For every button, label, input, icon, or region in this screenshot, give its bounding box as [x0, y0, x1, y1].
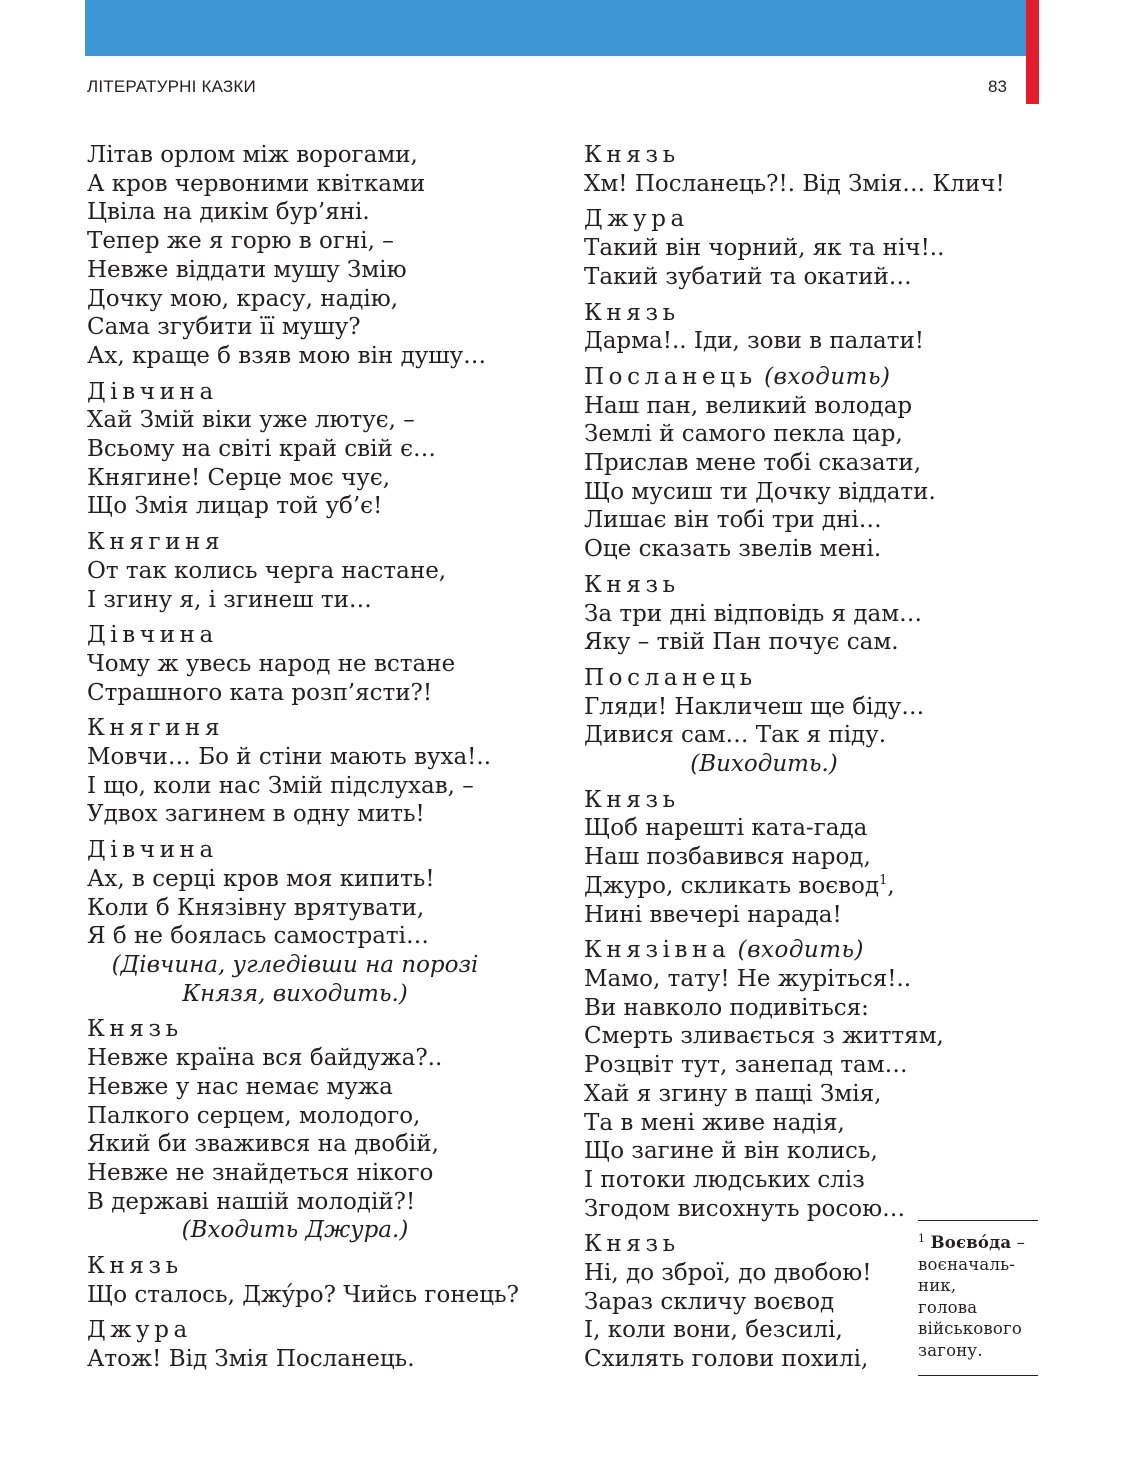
verse-line: Оце сказать звелів мені. [584, 536, 882, 563]
verse-block [87, 141, 557, 371]
verse-line: Тепер же я горю в огні, – [87, 228, 394, 255]
speaker-name: Князь [584, 1231, 680, 1258]
verse-line: Прислав мене тобі сказати, [584, 450, 922, 477]
footnote-line: голова [918, 1297, 978, 1317]
verse-line: Хай Змій віки уже лютує, – [87, 407, 415, 434]
footnote-number: 1 [918, 1232, 926, 1245]
verse-line: Такий зубатий та окатий… [584, 263, 912, 290]
dialogue-block [87, 1015, 557, 1245]
dialogue-block [87, 378, 557, 522]
speaker-name: Княгиня [87, 529, 225, 556]
verse-line: Удвох загинем в одну мить! [87, 801, 425, 828]
speaker-name: Джура [584, 206, 689, 233]
section-title: ЛІТЕРАТУРНІ КАЗКИ [87, 77, 256, 96]
speaker-name: Княгиня [87, 715, 225, 742]
speaker-name: Князь [87, 1016, 183, 1043]
verse-line: Коли б Князівну врятувати, [87, 894, 425, 921]
verse-line: Всьому на світі край свій є… [87, 436, 436, 463]
dialogue-block [584, 363, 1024, 564]
header-color-bar [85, 0, 1034, 56]
verse-line: Хм! Посланець?!. Від Змія… Клич! [584, 170, 1005, 197]
left-text-column [87, 141, 557, 1381]
verse-line: Ах, краще б взяв мою він душу… [87, 342, 487, 369]
dialogue-block [584, 571, 1024, 657]
speaker-name: Посланець [584, 664, 757, 691]
verse-line: Хай я згину в пащі Змія, [584, 1080, 882, 1107]
verse-line: Наш пан, великий володар [584, 392, 913, 419]
verse-line: Ах, в серці кров моя кипить! [87, 865, 435, 892]
verse-line: В державі нашій молодій?! [87, 1188, 416, 1215]
verse-line: Мамо, тату! Не журіться!.. [584, 965, 912, 992]
speaker-name: Князь [584, 786, 680, 813]
verse-line: От так колись черга настане, [87, 557, 447, 584]
verse-line: Смерть зливається з життям, [584, 1023, 944, 1050]
verse-line: Страшного ката розп’ясти?! [87, 679, 433, 706]
verse-line: Такий він чорний, як та ніч!.. [584, 235, 945, 262]
verse-line: Що загине й він колись, [584, 1138, 878, 1165]
speaker-name: Дівчина [87, 622, 218, 649]
verse-line: І потоки людських сліз [584, 1166, 865, 1193]
dialogue-block [87, 1316, 557, 1373]
verse-line: Та в мені живе надія, [584, 1109, 845, 1136]
speaker-name: Дівчина [87, 837, 218, 864]
footnote-dash: – [1011, 1233, 1026, 1252]
dialogue-block [87, 528, 557, 614]
verse-line: Нині ввечері нарада! [584, 901, 842, 928]
verse-line: І, коли вони, безсилі, [584, 1317, 843, 1344]
verse-line: Ні, до зброї, до двобою! [584, 1260, 872, 1287]
footnote-line: загону. [918, 1340, 983, 1360]
footnote-term: Воєвóда [930, 1233, 1012, 1252]
verse-line: Дочку мою, красу, надію, [87, 285, 399, 312]
verse-line: Схилять голови похилі, [584, 1346, 869, 1373]
verse-line: Джуро, скликать воєвод$^1$, [584, 872, 895, 899]
verse-line: Дивися сам… Так я піду. [584, 722, 887, 749]
dialogue-block [584, 205, 1024, 291]
speaker-heading [584, 363, 1024, 392]
verse-line: Невже не знайдеться нікого [87, 1159, 434, 1186]
verse-line: Мовчи… Бо й стіни мають вуха!.. [87, 744, 492, 771]
dialogue-block [584, 141, 1024, 198]
speaker-name: Джура [87, 1317, 192, 1344]
footnote-heading [918, 1232, 1038, 1254]
verse-line: Дарма!.. Іди, зови в палати! [584, 328, 925, 355]
page-edge-marker [1026, 0, 1039, 104]
dialogue-block [87, 714, 557, 829]
verse-line: Невже віддати мушу Змію [87, 256, 407, 283]
verse-line: Палкого серцем, молодого, [87, 1102, 421, 1129]
stage-direction: (Виходить.) [690, 751, 838, 778]
stage-direction: (Входить Джура.) [181, 1217, 409, 1244]
verse-line: Яку – твій Пан почує сам. [584, 629, 899, 656]
speaker-name: Князь [584, 299, 680, 326]
verse-text: Джуро, скликать воєвод [584, 872, 880, 899]
speaker-action: (входить) [764, 363, 891, 390]
verse-line: Княгине! Серце моє чує, [87, 464, 391, 491]
verse-line: Гляди! Накличеш ще біду… [584, 693, 925, 720]
dialogue-block [87, 1252, 557, 1309]
verse-line: Літав орлом між ворогами, [87, 142, 418, 168]
verse-line: Щоб нарешті ката-гада [584, 815, 868, 842]
verse-line: І згину я, і згинеш ти… [87, 586, 372, 613]
speaker-action: (входить) [737, 937, 865, 964]
footnote-line: ник, [918, 1276, 957, 1295]
dialogue-block [584, 299, 1024, 356]
stage-direction: Князя, виходить.) [182, 980, 408, 1007]
verse-line: Невже країна вся байдужа?.. [87, 1045, 443, 1072]
footnote-line: військового [918, 1319, 1023, 1338]
verse-line: Я б не боялась самостраті… [87, 923, 429, 950]
verse-line: Наш позбавився народ, [584, 844, 871, 871]
verse-line: Що сталось, Джýро? Чийсь гонець? [87, 1281, 519, 1308]
verse-line: Що Змія лицар той уб’є! [87, 493, 383, 520]
verse-line: А кров червоними квітками [87, 170, 426, 197]
dialogue-block [584, 664, 1024, 779]
verse-line: Землі й самого пекла цар, [584, 421, 903, 448]
speaker-name: Посланець [584, 363, 757, 390]
stage-direction: (Дівчина, угледівши на порозі [111, 951, 479, 978]
verse-line: Чому ж увесь народ не встане [87, 650, 456, 677]
footnote-line: воєначаль- [918, 1254, 1016, 1274]
verse-line: За три дні відповідь я дам… [584, 600, 923, 627]
verse-line: Зараз скличу воєвод [584, 1288, 835, 1315]
dialogue-block [584, 936, 1024, 1223]
speaker-name: Князь [584, 571, 680, 598]
verse-line: Ви навколо подивіться: [584, 994, 869, 1021]
speaker-name: Князь [87, 1253, 183, 1280]
dialogue-block [87, 836, 557, 1008]
footnote-box [918, 1220, 1038, 1376]
verse-line: Сама згубити її мушу? [87, 314, 361, 341]
speaker-name: Дівчина [87, 378, 218, 405]
verse-line: Атож! Від Змія Посланець. [87, 1346, 415, 1373]
footnote-reference: 1 [879, 872, 888, 888]
verse-line: Цвіла на дикім бур’яні. [87, 199, 370, 226]
verse-line: Лишає він тобі три дні… [584, 507, 882, 534]
verse-line: Згодом висохнуть росою… [584, 1195, 906, 1222]
verse-line: Що мусиш ти Дочку віддати. [584, 478, 936, 505]
page-number: 83 [988, 77, 1007, 96]
dialogue-block [584, 786, 1024, 930]
speaker-name: Князівна [584, 937, 731, 964]
verse-line: Який би зважився на двобій, [87, 1131, 439, 1158]
speaker-name: Князь [584, 142, 680, 168]
verse-line: Невже у нас немає мужа [87, 1073, 393, 1100]
verse-line: Розцвіт тут, занепад там… [584, 1052, 908, 1079]
speaker-heading [584, 936, 1024, 965]
right-text-column [584, 141, 1024, 1381]
dialogue-block [87, 621, 557, 707]
verse-line: І що, коли нас Змій підслухав, – [87, 772, 474, 799]
